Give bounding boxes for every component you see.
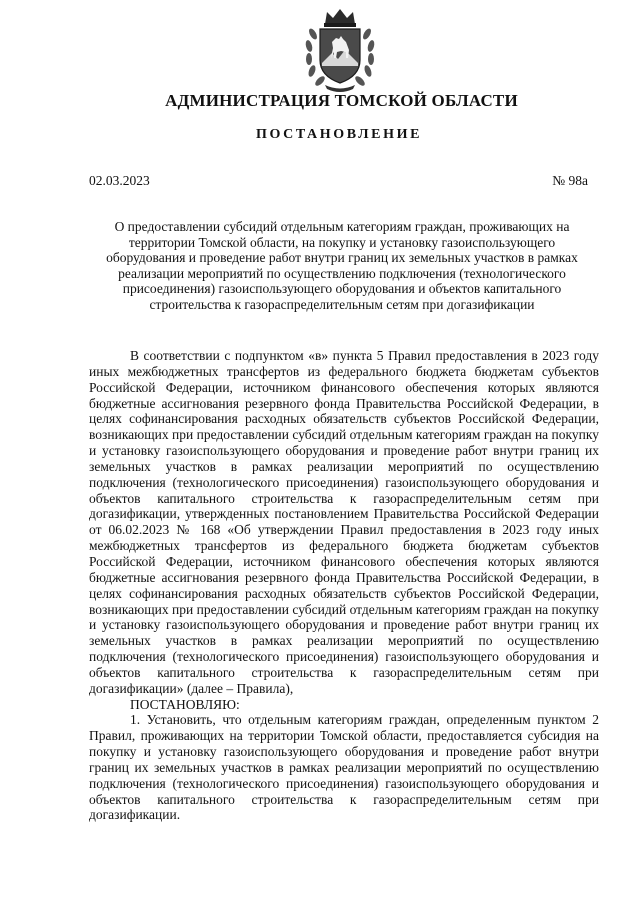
document-date: 02.03.2023 <box>89 173 150 188</box>
coat-of-arms-icon <box>303 8 377 92</box>
document-subject: О предоставлении субсидий отдельным категориям граждан, проживающих на территории Томской области, на покупку и установку газоиспользующего оборудования и проведение работ внутри границ их земельных участков в рамках реализации мероприятий по осуществлению подключения (технологического присоединения) газоиспользующего оборудования и объектов капитального строительства к газораспределительным сетям при догазификации <box>106 219 578 312</box>
document-body <box>89 348 599 823</box>
preamble-paragraph: В соответствии с подпунктом «в» пункта 5 Правил предоставления в 2023 году иных межбюджетных трансфертов из федерального бюджета бюджетам субъектов Российской Федерации, источником финансового обеспечения которых являются бюджетные ассигнования резервного фонда Правительства Российской Федерации, в целях софинансирования расходных обязательств субъектов Российской Федерации, возникающих при предоставлении субсидий отдельным категориям граждан на покупку и установку газоиспользующего оборудования и проведение работ внутри границ их земельных участков в рамках реализации мероприятий по осуществлению подключения (технологического присоединения) газоиспользующего оборудования и объектов капитального строительства к газораспределительным сетям при догазификации, утвержденных постановлением Правительства Российской Федерации от 06.02.2023 № 168 «Об утверждении Правил предоставления в 2023 году иных межбюджетных трансфертов из федерального бюджета бюджетам субъектов Российской Федерации, источником финансового обеспечения которых являются бюджетные ассигнования резервного фонда Правительства Российской Федерации, в целях софинансирования расходных обязательств субъектов Российской Федерации, возникающих при предоставлении субсидий отдельным категориям граждан на покупку и установку газоиспользующего оборудования и проведение работ внутри границ их земельных участков в рамках реализации мероприятий по осуществлению подключения (технологического присоединения) газоиспользующего оборудования и объектов капитального строительства к газораспределительным сетям при догазификации» (далее – Правила), <box>89 348 599 696</box>
clause-1-paragraph: 1. Установить, что отдельным категориям граждан, определенным пунктом 2 Правил, проживающих на территории Томской области, предоставляется субсидия на покупку и установку газоиспользующего оборудования и проведение работ внутри границ их земельных участков в рамках реализации мероприятий по осуществлению подключения (технологического присоединения) газоиспользующего оборудования и объектов капитального строительства к газораспределительным сетям при догазификации. <box>89 712 599 823</box>
organization-title: АДМИНИСТРАЦИЯ ТОМСКОЙ ОБЛАСТИ <box>165 91 518 110</box>
resolution-heading: ПОСТАНОВЛЯЮ: <box>130 696 240 712</box>
document-type: ПОСТАНОВЛЕНИЕ <box>255 127 423 142</box>
document-number: № 98а <box>552 173 588 188</box>
